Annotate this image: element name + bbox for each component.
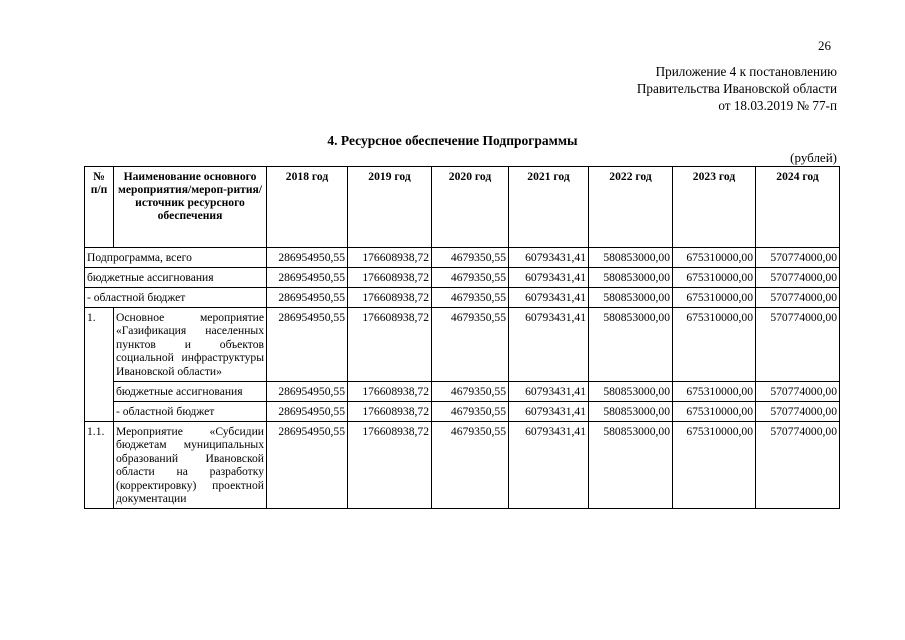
cell-value: 286954950,55 — [267, 248, 348, 268]
cell-value: 675310000,00 — [673, 382, 756, 402]
header-year: 2021 год — [509, 167, 589, 248]
cell-value: 4679350,55 — [432, 402, 509, 422]
cell-value: 176608938,72 — [348, 268, 432, 288]
cell-value: 570774000,00 — [756, 288, 840, 308]
cell-value: 4679350,55 — [432, 422, 509, 509]
cell-value: 580853000,00 — [589, 308, 673, 382]
resource-table — [84, 166, 840, 509]
row-label: - областной бюджет — [114, 402, 267, 422]
cell-value: 675310000,00 — [673, 288, 756, 308]
cell-value: 570774000,00 — [756, 248, 840, 268]
cell-value: 580853000,00 — [589, 248, 673, 268]
row-description: Основное мероприятие «Газификация населенных пунктов и объектов социальной инфраструктуры Ивановской области» — [114, 308, 267, 382]
header-year: 2023 год — [673, 167, 756, 248]
cell-value: 580853000,00 — [589, 422, 673, 509]
cell-value: 286954950,55 — [267, 288, 348, 308]
appendix-line-3: от 18.03.2019 № 77-п — [718, 98, 837, 113]
cell-value: 286954950,55 — [267, 422, 348, 509]
cell-value: 176608938,72 — [348, 308, 432, 382]
table-row — [85, 402, 840, 422]
header-year: 2020 год — [432, 167, 509, 248]
cell-value: 580853000,00 — [589, 288, 673, 308]
header-name: Наименование основного мероприятия/мероп-рития/источник ресурсного обеспечения — [114, 167, 267, 248]
table-row — [85, 422, 840, 509]
appendix-line-2: Правительства Ивановской области — [636, 81, 837, 96]
cell-value: 570774000,00 — [756, 268, 840, 288]
header-no: № п/п — [85, 167, 114, 248]
cell-value: 675310000,00 — [673, 422, 756, 509]
cell-value: 60793431,41 — [509, 402, 589, 422]
header-year: 2019 год — [348, 167, 432, 248]
header-year: 2024 год — [756, 167, 840, 248]
row-label: Подпрограмма, всего — [85, 248, 267, 268]
cell-value: 176608938,72 — [348, 288, 432, 308]
header-year: 2022 год — [589, 167, 673, 248]
units-label: (рублей) — [790, 150, 837, 165]
table-row — [85, 382, 840, 402]
cell-value: 570774000,00 — [756, 308, 840, 382]
cell-value: 4679350,55 — [432, 308, 509, 382]
table-row — [85, 308, 840, 382]
cell-value: 675310000,00 — [673, 268, 756, 288]
cell-value: 286954950,55 — [267, 382, 348, 402]
appendix-note — [637, 63, 837, 114]
header-year: 2018 год — [267, 167, 348, 248]
cell-value: 580853000,00 — [589, 402, 673, 422]
cell-value: 60793431,41 — [509, 382, 589, 402]
cell-value: 580853000,00 — [589, 268, 673, 288]
cell-value: 4679350,55 — [432, 382, 509, 402]
table-header-row — [85, 167, 840, 248]
cell-value: 176608938,72 — [348, 382, 432, 402]
row-description: Мероприятие «Субсидии бюджетам муниципальных образований Ивановской области на разработку (корректировку) проектной документации — [114, 422, 267, 509]
cell-value: 286954950,55 — [267, 268, 348, 288]
cell-value: 60793431,41 — [509, 308, 589, 382]
cell-value: 4679350,55 — [432, 268, 509, 288]
cell-value: 4679350,55 — [432, 288, 509, 308]
row-number: 1. — [85, 308, 114, 422]
row-label: бюджетные ассигнования — [114, 382, 267, 402]
cell-value: 675310000,00 — [673, 308, 756, 382]
row-number: 1.1. — [85, 422, 114, 509]
cell-value: 675310000,00 — [673, 402, 756, 422]
cell-value: 286954950,55 — [267, 308, 348, 382]
table-row — [85, 248, 840, 268]
cell-value: 4679350,55 — [432, 248, 509, 268]
table-row — [85, 268, 840, 288]
cell-value: 176608938,72 — [348, 248, 432, 268]
cell-value: 580853000,00 — [589, 382, 673, 402]
appendix-line-1: Приложение 4 к постановлению — [655, 64, 837, 79]
cell-value: 176608938,72 — [348, 402, 432, 422]
row-label: бюджетные ассигнования — [85, 268, 267, 288]
cell-value: 286954950,55 — [267, 402, 348, 422]
section-title: 4. Ресурсное обеспечение Подпрограммы — [327, 133, 578, 148]
cell-value: 675310000,00 — [673, 248, 756, 268]
row-label: - областной бюджет — [85, 288, 267, 308]
cell-value: 570774000,00 — [756, 402, 840, 422]
cell-value: 60793431,41 — [509, 248, 589, 268]
cell-value: 176608938,72 — [348, 422, 432, 509]
cell-value: 60793431,41 — [509, 288, 589, 308]
cell-value: 60793431,41 — [509, 268, 589, 288]
cell-value: 570774000,00 — [756, 422, 840, 509]
cell-value: 570774000,00 — [756, 382, 840, 402]
cell-value: 60793431,41 — [509, 422, 589, 509]
page-number: 26 — [818, 38, 831, 53]
table-row — [85, 288, 840, 308]
